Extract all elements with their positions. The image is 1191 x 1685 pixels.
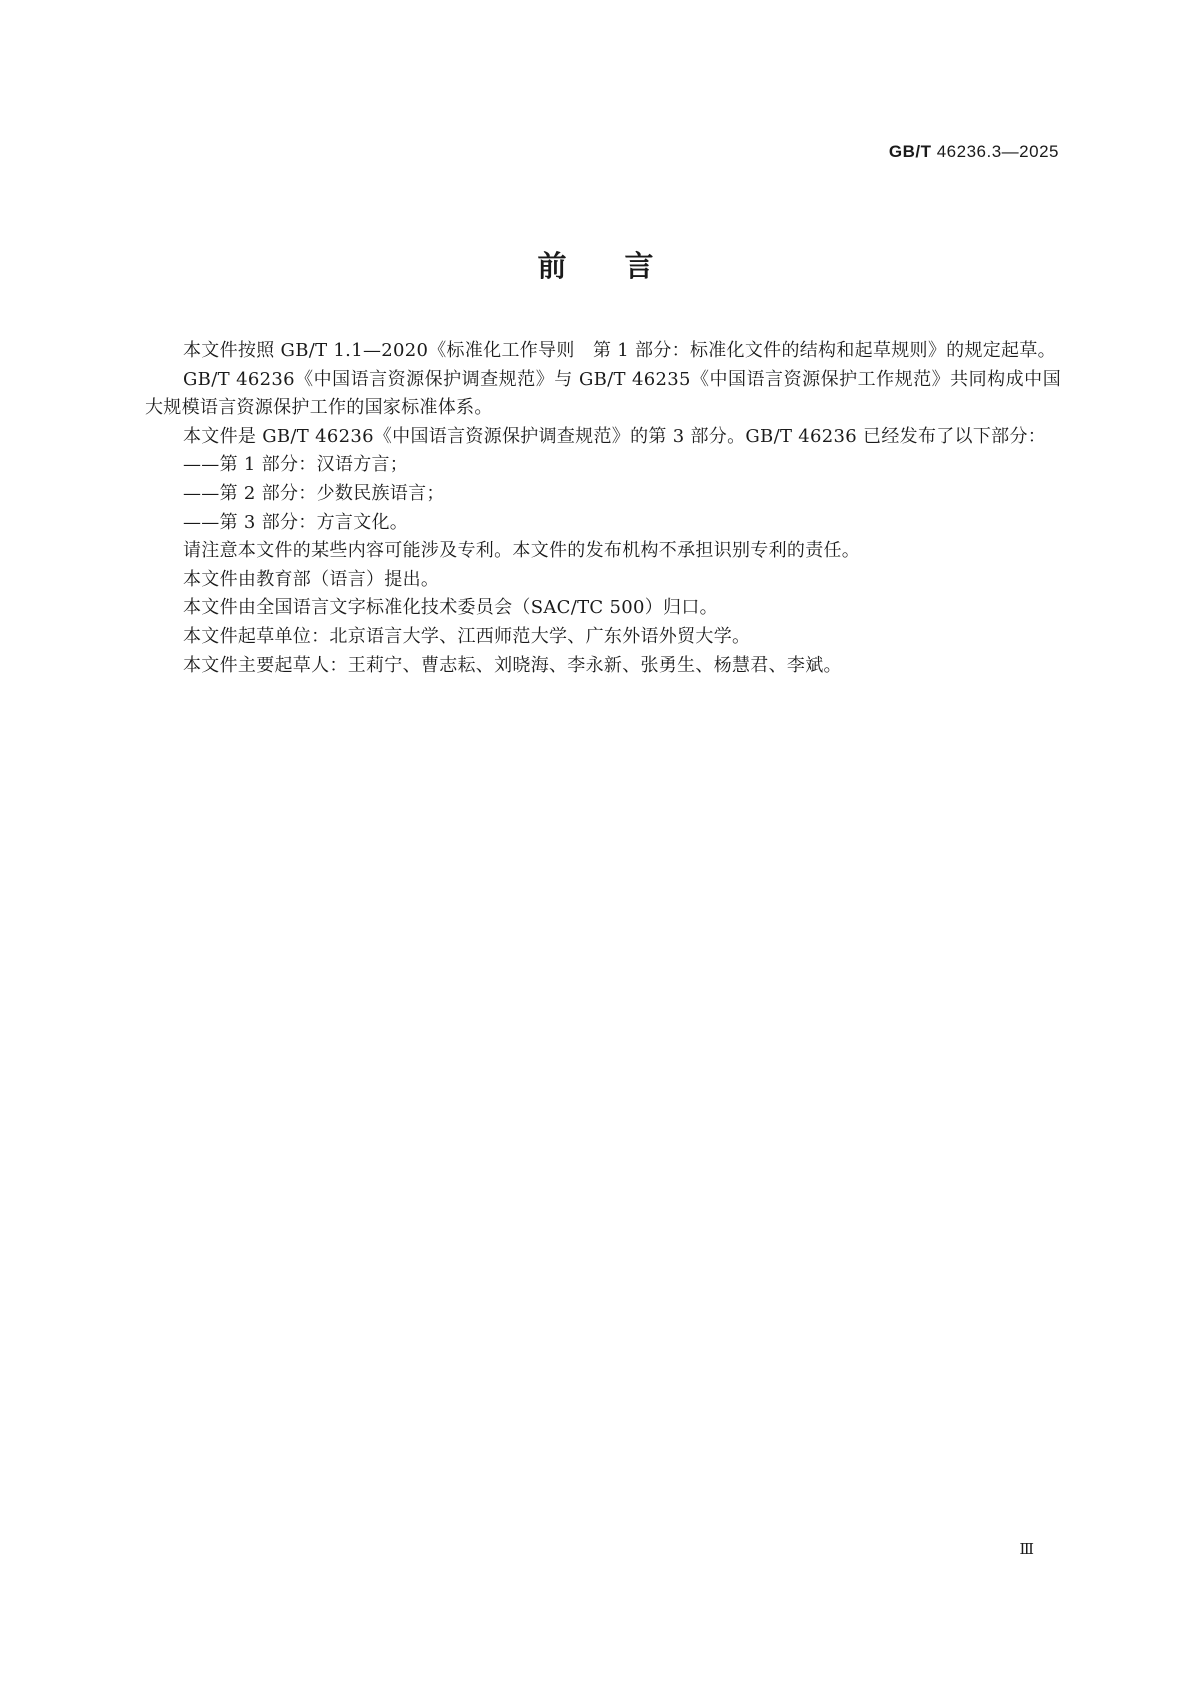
paragraph-standard-system: GB/T 46236《中国语言资源保护调查规范》与 GB/T 46235《中国语言资源保护工作规范》共同构成中国大规模语言资源保护工作的国家标准体系。: [145, 368, 1061, 419]
paragraph-patent-notice: 请注意本文件的某些内容可能涉及专利。本文件的发布机构不承担识别专利的责任。: [183, 540, 861, 562]
title-char-2: 言: [624, 249, 654, 283]
page-number: Ⅲ: [1019, 1540, 1034, 1558]
standard-number: [889, 142, 1059, 162]
standard-number-value: 46236.3—2025: [936, 142, 1059, 161]
list-item-part-1: ——第 1 部分：汉语方言；: [183, 454, 409, 476]
foreword-body: [145, 337, 1061, 680]
title-char-1: 前: [537, 249, 567, 283]
paragraph-part-info: 本文件是 GB/T 46236《中国语言资源保护调查规范》的第 3 部分。GB/T 46236 已经发布了以下部分：: [183, 425, 1047, 447]
paragraph-drafting-units: 本文件起草单位：北京语言大学、江西师范大学、广东外语外贸大学。: [183, 625, 751, 647]
paragraph-proposer: 本文件由教育部（语言）提出。: [183, 568, 440, 590]
list-item-part-2: ——第 2 部分：少数民族语言；: [183, 482, 445, 504]
page-title: [0, 244, 1191, 285]
paragraph-drafters: 本文件主要起草人：王莉宁、曹志耘、刘晓海、李永新、张勇生、杨慧君、李斌。: [183, 654, 842, 676]
standard-code: GB/T: [888, 142, 932, 161]
list-item-part-3: ——第 3 部分：方言文化。: [183, 511, 409, 533]
paragraph-drafting-basis: 本文件按照 GB/T 1.1—2020《标准化工作导则 第 1 部分：标准化文件的结构和起草规则》的规定起草。: [183, 340, 1056, 361]
paragraph-committee: 本文件由全国语言文字标准化技术委员会（SAC/TC 500）归口。: [183, 597, 718, 619]
